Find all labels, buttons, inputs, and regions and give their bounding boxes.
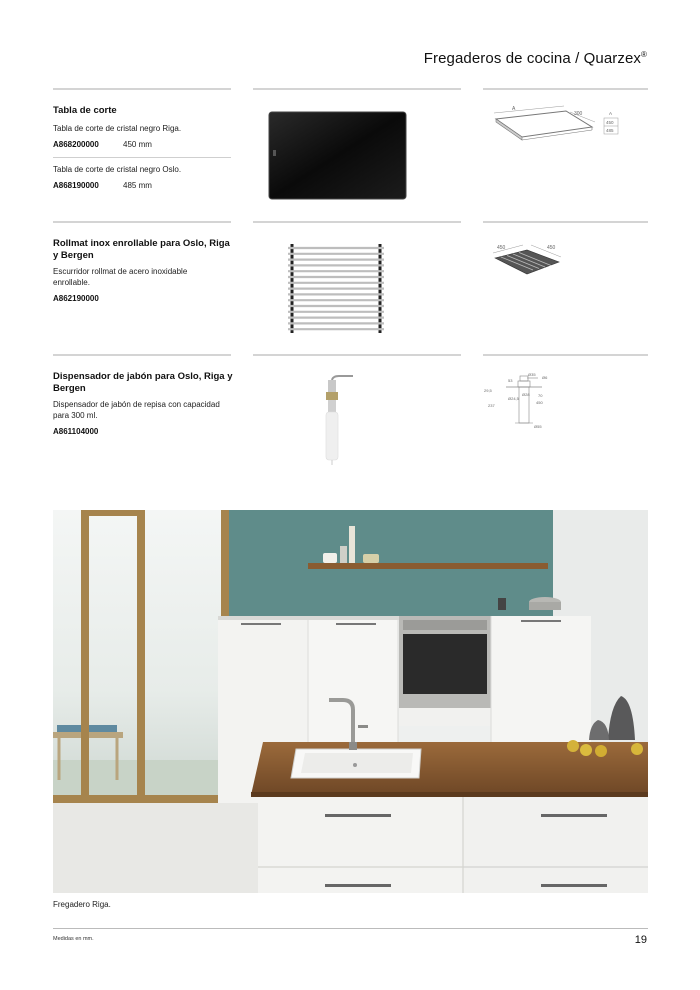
product-title: Tabla de corte [53,105,117,116]
soap-dispenser-image [315,372,360,467]
svg-text:Ø55: Ø55 [534,424,542,429]
section-divider [53,88,231,90]
section-divider [253,221,461,223]
svg-text:A: A [609,111,613,116]
section-divider [483,354,648,356]
svg-text:53: 53 [508,378,513,383]
product-size: 450 mm [123,140,152,149]
svg-text:29,5: 29,5 [484,388,492,393]
footer-divider [53,928,648,929]
svg-text:450: 450 [536,400,543,405]
product-description: Tabla de corte de cristal negro Oslo. [53,165,182,174]
product-code: A861104000 [53,427,99,436]
cutting-board-diagram [482,103,632,151]
photo-caption: Fregadero Riga. [53,900,111,909]
variant-divider [53,157,231,158]
svg-text:485: 485 [606,128,614,133]
section-divider [483,221,648,223]
page-title: Fregaderos de cocina / Quarzex® [423,50,647,67]
svg-text:A: A [512,106,516,112]
svg-text:Ø6: Ø6 [542,375,548,380]
svg-text:237: 237 [488,403,495,408]
product-description: Tabla de corte de cristal negro Riga. [53,124,182,133]
product-title: Rollmat inox enrollable para Oslo, Riga y Bergen [53,238,230,261]
footnote: Medidas en mm. [53,936,94,942]
svg-text:300: 300 [574,111,583,117]
svg-text:450: 450 [606,120,614,125]
section-divider [253,354,461,356]
product-description: Escurridor rollmat de acero inoxidable enrollable. [53,267,188,287]
section-divider [253,88,461,90]
svg-text:70: 70 [538,393,543,398]
rollmat-diagram [487,240,567,290]
product-code: A862190000 [53,294,99,303]
product-code: A868190000 [53,181,99,190]
section-divider [483,88,648,90]
section-divider [53,221,231,223]
product-description: Dispensador de jabón de repisa con capacidad para 300 ml. [53,400,220,420]
kitchen-photo [53,510,648,893]
svg-text:450: 450 [497,245,506,251]
cutting-board-image [265,108,410,203]
svg-text:450: 450 [547,245,556,251]
product-title: Dispensador de jabón para Oslo, Riga y Bergen [53,371,233,394]
section-divider [53,354,231,356]
page-number: 19 [634,934,647,946]
product-size: 485 mm [123,181,152,190]
svg-text:Ø24,5: Ø24,5 [508,396,519,401]
rollmat-image [286,240,386,336]
product-code: A868200000 [53,140,99,149]
svg-text:Ø28: Ø28 [522,392,530,397]
svg-text:Ø35: Ø35 [528,372,536,377]
soap-dispenser-diagram [482,370,562,432]
